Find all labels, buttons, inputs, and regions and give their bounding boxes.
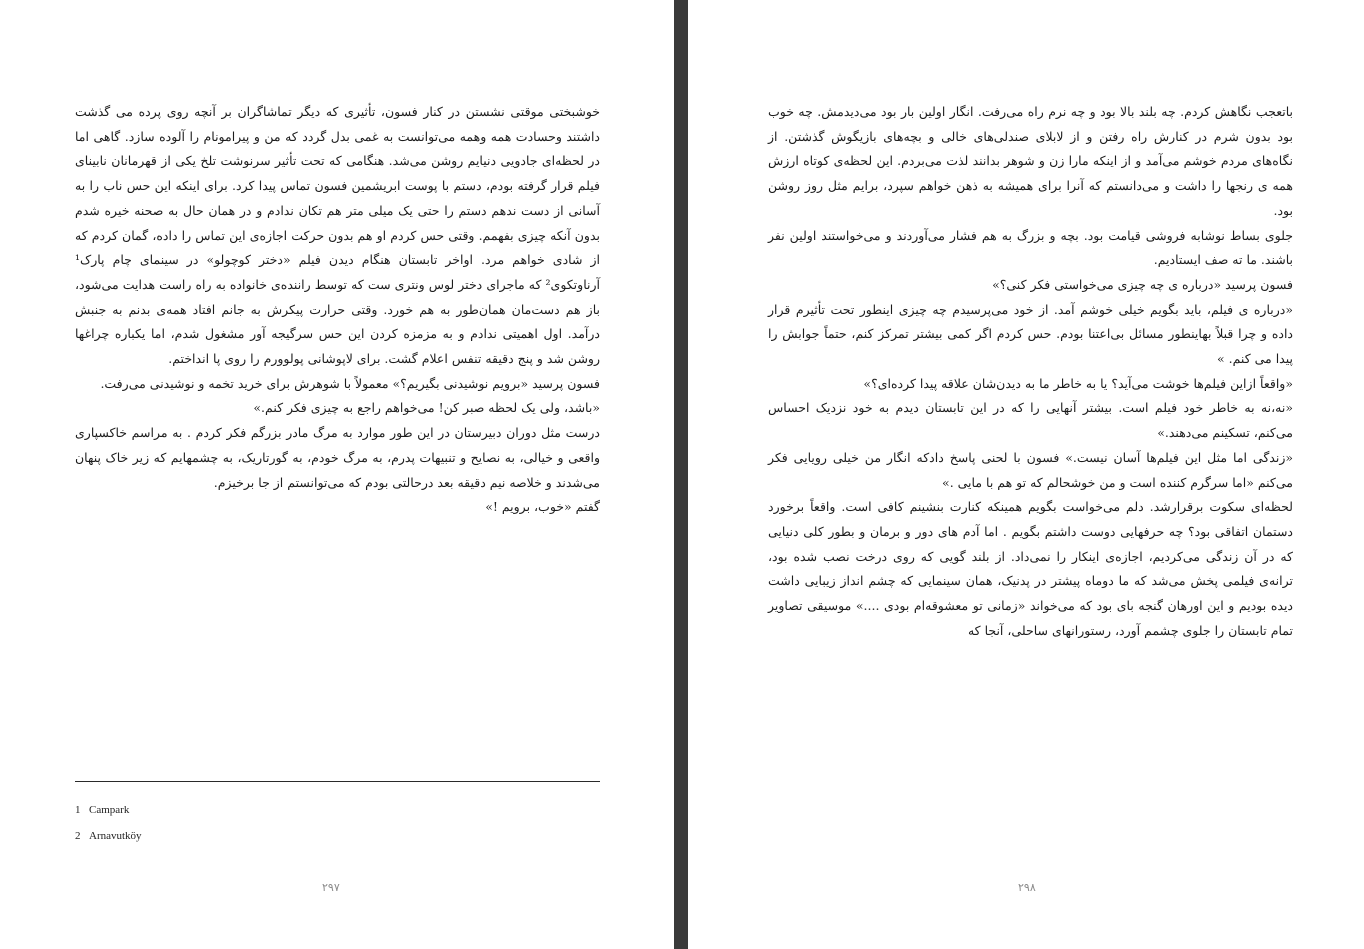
paragraph: «واقعاً ازاین فیلم‌ها خوشت می‌آید؟ یا به خاطر ما به دیدن‌شان علاقه پیدا کرده‌ای؟»: [863, 375, 1293, 391]
footnotes: [75, 797, 475, 849]
paragraph: جلوی بساط نوشابه فروشی قیامت بود. بچه و بزرگ به هم فشار می‌آوردند و می‌خواستند اولین نفر باشند. ما ته صف ایستادیم.: [768, 227, 1293, 268]
paragraph: «باشد، ولی یک لحظه صبر کن! می‌خواهم راجع به چیزی فکر کنم.»: [253, 400, 600, 416]
paragraph: «زندگی اما مثل این فیلم‌ها آسان نیست.» فسون با لحنی پاسخ دادکه انگار من خیلی رویایی فکر می‌کنم «اما سرگرم کننده است و من خوشحالم که تو هم با مایی .»: [768, 449, 1293, 490]
footnote-text: Arnavutköy: [89, 830, 142, 842]
page-number: ۲۹۸: [1018, 881, 1036, 894]
footnote-text: Campark: [89, 804, 130, 816]
paragraph: فسون پرسید «درباره ی چه چیزی می‌خواستی فکر کنی؟»: [992, 276, 1293, 292]
page-number: ۲۹۷: [322, 881, 340, 894]
paragraph: لحظه‌ای سکوت برقرارشد. دلم می‌خواست بگویم همینکه کنارت بنشینم کافی است. واقعاً برخورد دستمان اتفاقی بود؟ چه حرفهایی دوست داشتم بگویم . اما آدم های دور و برمان و بطور کلی دنیایی که در آن زندگی می‌کردیم، اجازه‌ی اینکار را نمی‌داد. از بلند گویی که روی درخت نصب شده بود، ترانه‌ی فیلمی پخش می‌شد که ما دوماه پیشتر در پدنیک، همان سینمایی که چشم انداز زیبایی داشت دیده بودیم و این اورهان گنجه بای بود که می‌خواند «زمانی تو معشوقه‌ام بودی ....» موسیقی تصاویر تمام تابستان را جلوی چشمم آورد، رستورانهای ساحلی، آنجا که: [768, 499, 1293, 638]
paragraph: گفتم «خوب، برویم !»: [485, 499, 600, 515]
footnote-number: 2: [75, 830, 81, 842]
left-page-body: [75, 100, 600, 520]
left-page: [0, 0, 674, 949]
paragraph: درست مثل دوران دبیرستان در این طور موارد به مرگ مادر بزرگم فکر کردم . به مراسم خاکسپاری واقعی و خیالی، به نصایح و تنبیهات پدرم، به مرگ خودم، به گورتاریک، به چشمهایم که زیر خاک پنهان می‌شدند و خلاصه نیم دقیقه بعد درحالتی بودم که می‌توانستم از جا برخیزم.: [75, 425, 600, 490]
right-page-body: [768, 100, 1293, 643]
footnote-divider: [75, 781, 600, 782]
book-gutter: [674, 0, 688, 949]
paragraph: فسون پرسید «برویم نوشیدنی بگیریم؟» معمولاً با شوهرش برای خرید تخمه و نوشیدنی می‌رفت.: [100, 375, 600, 391]
paragraph: باتعجب نگاهش کردم. چه بلند بالا بود و چه نرم راه می‌رفت. انگار اولین بار بود می‌دیدمش. چه خوب بود بدون شرم در کنارش راه رفتن و از لابلای صندلی‌های خالی و بچه‌های بازیگوش گذشتن. از نگاه‌های مردم خوشم می‌آمد و از اینکه مارا زن و شوهر بدانند لذت می‌بردم. این لحظه‌ی کوتاه ارزش همه ی رنجها را داشت و می‌دانستم که آنرا برای همیشه به ذهن خواهم سپرد، برایم مثل روز روشن بود.: [768, 104, 1293, 218]
paragraph: «نه،نه به خاطر خود فیلم است. بیشتر آنهایی را که در این تابستان دیدم به خود نزدیک احساس می‌کنم، تسکینم می‌دهند.»: [768, 400, 1293, 441]
paragraph: خوشبختی موقتی نشستن در کنار فسون، تأثیری که دیگر تماشاگران بر آنچه روی پرده می گذشت داشتند وحسادت همه وهمه می‌توانست به غمی بدل گردد که من و پیرامونام را آلوده سازد. گاهی اما در لحظه‌ای جادویی دنیایم روشن می‌شد. هنگامی که تحت تأثیر سرنوشت تلخ یکی از قهرمانان نابینای فیلم قرار گرفته بودم، دستم با پوست ابریشمین فسون تماس پیدا کرد. برای اینکه این حس ناب را به آسانی از دست ندهم دستم را حتی یک میلی متر هم تکان ندادم و در همان حال به صحنه خیره شدم بدون آنکه چیزی بفهمم. وقتی حس کردم او هم بدون حرکت اجازه‌ی این تماس را داده، گمان کردم که از شادی خواهم مرد. اواخر تابستان هنگام دیدن فیلم «دختر کوچولو» در سینمای چام پارک¹ آرناوتکوی² که ماجرای دختر لوس ونتری ست که توسط راننده‌ی خانواده به راه راست هدایت می‌شود، باز هم دست‌مان همان‌طور به هم خورد. وقتی حرارت پیکرش به جانم افتاد همه‌ی بدنم به جنبش درآمد. اول اهمیتی ندادم و به مزمزه کردن این حس سرگیجه آور مشغول شدم، اما یکباره چراغها روشن شد و پنج دقیقه تنفس اعلام گشت. برای لاپوشانی پولوورم را روی پا انداختم.: [75, 104, 600, 367]
footnote: [75, 797, 475, 823]
footnote: [75, 823, 475, 849]
right-page: [688, 0, 1364, 949]
footnote-number: 1: [75, 804, 81, 816]
paragraph: «درباره ی فیلم، باید بگویم خیلی خوشم آمد. از خود می‌پرسیدم چه چیزی اینطور تحت تأثیرم قرار داده و چرا قبلاً بهاینطور مسائل بی‌اعتنا بودم. حس کردم اگر کمی بیشتر تمرکز کنم، حتماً جوابش را پیدا می کنم. »: [768, 301, 1293, 367]
